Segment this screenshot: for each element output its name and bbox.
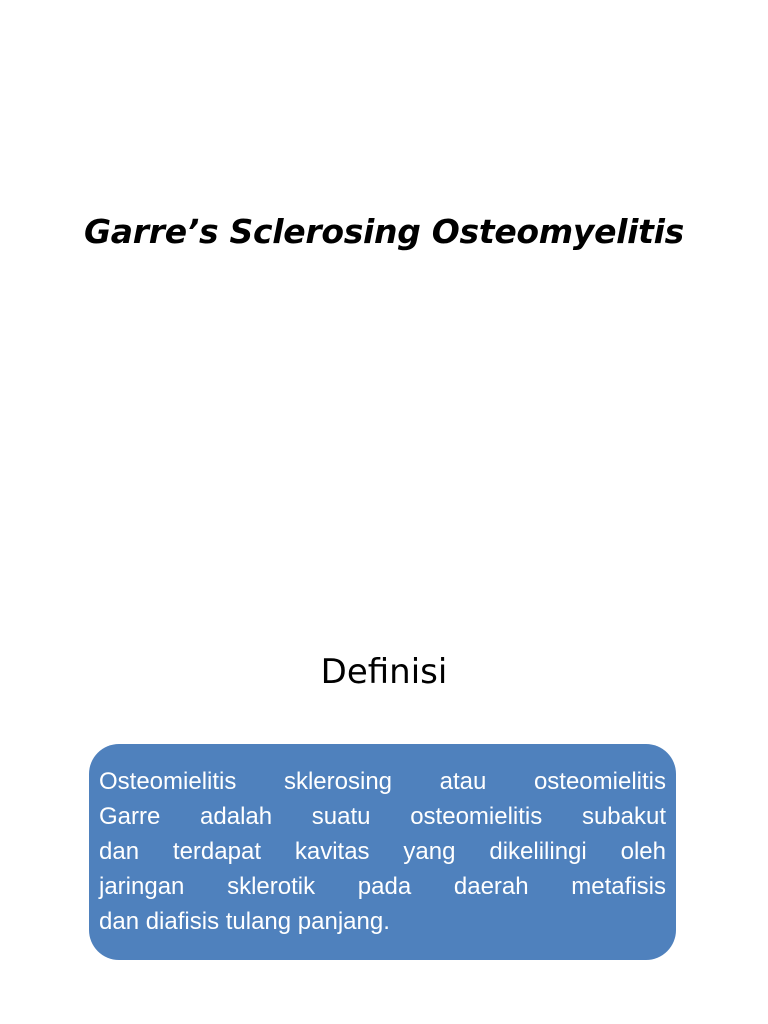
definition-box	[89, 744, 676, 960]
definition-line: Garre adalah suatu osteomielitis subakut	[99, 803, 666, 830]
definition-line: jaringan sklerotik pada daerah metafisis	[99, 873, 666, 900]
definition-line: Osteomielitis sklerosing atau osteomielitis	[99, 768, 666, 795]
definition-slide	[0, 512, 768, 1024]
section-heading: Definisi	[320, 652, 448, 692]
slide-title: Garre’s Sclerosing Osteomyelitis	[83, 212, 685, 251]
definition-line: dan terdapat kavitas yang dikelilingi oleh	[99, 838, 666, 865]
definition-line: dan diafisis tulang panjang.	[99, 908, 390, 935]
